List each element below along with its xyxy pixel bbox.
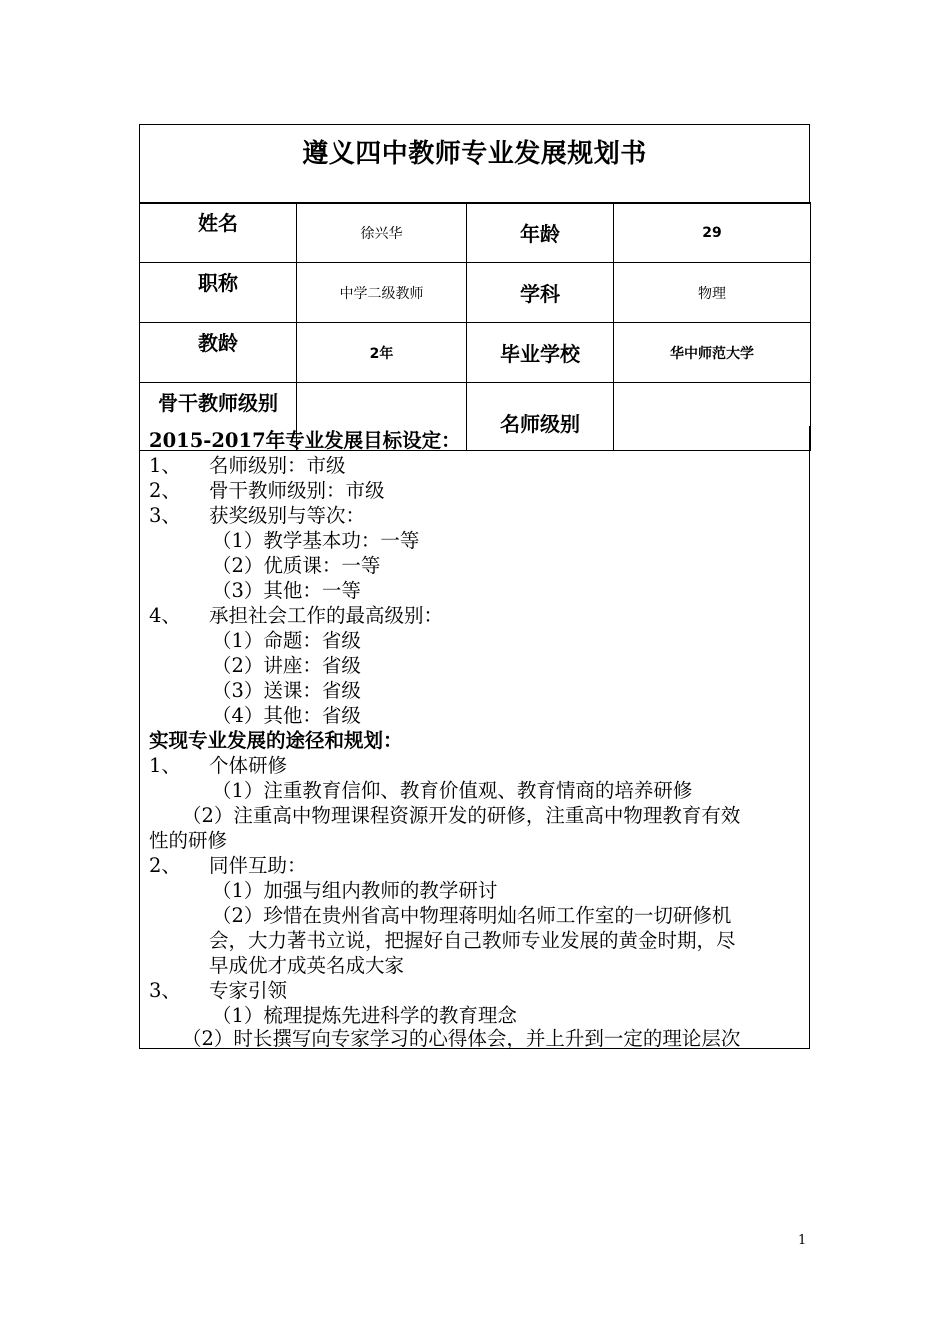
title-box xyxy=(139,124,810,204)
backbone-level-label: 骨干教师级别 xyxy=(140,383,297,451)
list-item: 同伴互助： xyxy=(209,854,307,877)
subject-value: 物理 xyxy=(614,263,811,323)
list-item: 骨干教师级别：市级 xyxy=(209,479,385,502)
title-rank-value: 中学二级教师 xyxy=(297,263,467,323)
sub-item-continued: 会，大力著书立说，把握好自己教师专业发展的黄金时期，尽 xyxy=(209,929,736,952)
list-number: 4、 xyxy=(149,604,181,627)
sub-item: （1）注重教育信仰、教育价值观、教育情商的培养研修 xyxy=(212,779,693,802)
title-rank-label: 职称 xyxy=(140,263,297,323)
sub-item: （1）加强与组内教师的教学研讨 xyxy=(212,879,498,902)
sub-item: （1）命题：省级 xyxy=(212,629,361,652)
list-item: 获奖级别与等次： xyxy=(209,504,366,527)
sub-item-continued: 早成优才成英名成大家 xyxy=(209,954,405,977)
list-item: 专家引领 xyxy=(209,979,288,1002)
sub-item: （2）讲座：省级 xyxy=(212,654,361,677)
list-item: 承担社会工作的最高级别： xyxy=(209,604,444,627)
name-label: 姓名 xyxy=(140,203,297,263)
section-heading-goals: 2015-2017年专业发展目标设定： xyxy=(149,429,461,452)
list-number: 2、 xyxy=(149,854,181,877)
graduate-school-value: 华中师范大学 xyxy=(614,323,811,383)
sub-item: （2）时长撰写向专家学习的心得体会，并上升到一定的理论层次 xyxy=(182,1027,741,1050)
content-box xyxy=(139,426,810,1049)
list-number: 1、 xyxy=(149,454,181,477)
info-row xyxy=(140,323,811,383)
list-number: 1、 xyxy=(149,754,181,777)
sub-item: （1）梳理提炼先进科学的教育理念 xyxy=(212,1004,517,1027)
teaching-years-label: 教龄 xyxy=(140,323,297,383)
sub-item: （1）教学基本功：一等 xyxy=(212,529,420,552)
sub-item: （2）优质课：一等 xyxy=(212,554,381,577)
sub-item-continued: 性的研修 xyxy=(149,829,228,852)
sub-item: （2）注重高中物理课程资源开发的研修，注重高中物理教育有效 xyxy=(182,804,741,827)
info-table xyxy=(139,202,811,451)
teaching-years-value: 2年 xyxy=(297,323,467,383)
list-number: 3、 xyxy=(149,979,181,1002)
graduate-school-label: 毕业学校 xyxy=(467,323,614,383)
name-value: 徐兴华 xyxy=(297,203,467,263)
famous-teacher-level-label: 名师级别 xyxy=(467,383,614,451)
info-row xyxy=(140,263,811,323)
sub-item: （2）珍惜在贵州省高中物理蒋明灿名师工作室的一切研修机 xyxy=(212,904,732,927)
subject-label: 学科 xyxy=(467,263,614,323)
sub-item: （4）其他：省级 xyxy=(212,704,361,727)
section-heading-paths: 实现专业发展的途径和规划： xyxy=(149,729,403,752)
page-number: 1 xyxy=(798,1233,807,1248)
sub-item: （3）送课：省级 xyxy=(212,679,361,702)
list-number: 2、 xyxy=(149,479,181,502)
list-item: 名师级别：市级 xyxy=(209,454,346,477)
age-label: 年龄 xyxy=(467,203,614,263)
age-value: 29 xyxy=(614,203,811,263)
info-row xyxy=(140,203,811,263)
list-item: 个体研修 xyxy=(209,754,288,777)
sub-item: （3）其他：一等 xyxy=(212,579,361,602)
document-title: 遵义四中教师专业发展规划书 xyxy=(302,139,647,169)
list-number: 3、 xyxy=(149,504,181,527)
